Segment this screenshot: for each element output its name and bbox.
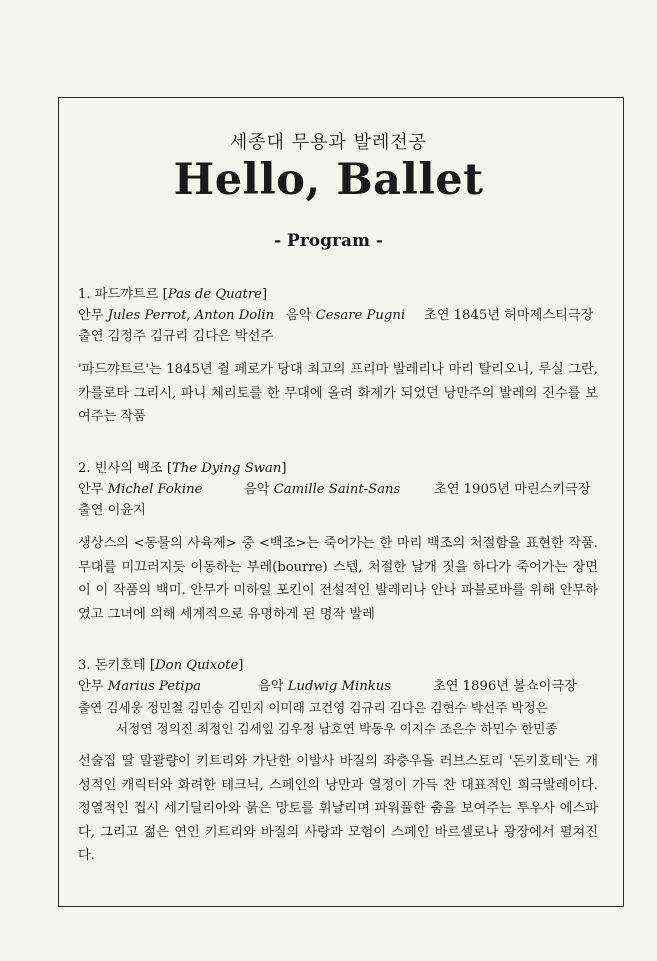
cast-text: 출연 이윤지	[78, 503, 146, 518]
heading-suffix: ]	[261, 287, 268, 302]
program-item-2	[78, 458, 598, 626]
choreographer: Jules Perrot, Anton Dolin	[107, 308, 275, 323]
composer: Ludwig Minkus	[287, 679, 391, 694]
credits-row	[78, 676, 598, 697]
heading-title: The Dying Swan	[172, 461, 282, 476]
choreographer: Marius Petipa	[107, 679, 201, 694]
heading-prefix: 3. 돈키호테 [	[78, 658, 156, 673]
composer: Camille Saint-Sans	[273, 482, 401, 497]
cast-text: 출연 김세웅 정민철 김민송 김민지 이미래 고건영 김규리 김다은 김현수 박선주 박정은	[78, 700, 548, 715]
premiere: 초연 1905년 마린스키극장	[434, 482, 591, 497]
program-item-3	[78, 655, 598, 868]
cast	[78, 500, 598, 521]
heading-prefix: 2. 빈사의 백조 [	[78, 461, 172, 476]
program-item-1	[78, 284, 598, 429]
description: '파드꺄트르'는 1845년 쥘 페로가 당대 최고의 프리마 발레리나 마리 탈리오니, 루실 그란, 카를로타 그리시, 파니 체리토를 한 무대에 올려 화제가 되었던 낭만주의 발레의 진수를 보여주는 작품	[78, 362, 598, 424]
department-subtitle: 세종대 무용과 발레전공	[229, 132, 428, 153]
cast	[78, 326, 598, 347]
description: 생상스의 <동물의 사육제> 중 <백조>는 죽어가는 한 마리 백조의 처절함을 표현한 작품. 무대를 미끄러지듯 이동하는 부레(bourre) 스텝, 처절한 날개 짓을 하다가 죽어가는 장면이 이 작품의 백미. 안무가 미하일 포킨이 전설적인 발레리나 안나 파블로바를 위해 안무하였고 그녀에 의해 세계적으로 유명하게 된 명작 발레	[78, 536, 598, 622]
heading-prefix: 1. 파드꺄트르 [	[78, 287, 168, 302]
choreo-label: 안무	[78, 482, 104, 497]
choreographer: Michel Fokine	[107, 482, 203, 497]
program-heading: - Program -	[274, 231, 383, 251]
credits-row	[78, 305, 598, 326]
description: 선술집 딸 말괄량이 키트리와 가난한 이발사 바질의 좌충우돌 러브스토리 '돈키호테'는 개성적인 캐릭터와 화려한 테크닉, 스페인의 낭만과 열정이 가득 찬 대표적인 희극발레이다. 정열적인 집시 세기딜리아와 붉은 망토를 휘날리며 파워풀한 춤을 보여주는 투우사 에스파다, 그리고 젊은 연인 키트리와 바질의 사랑과 모험이 스페인 바르셀로나 광장에서 펼쳐진다.	[78, 754, 598, 863]
page-title: Hello, Ballet	[173, 155, 484, 205]
cast-continued	[78, 718, 598, 739]
composer: Cesare Pugni	[315, 308, 406, 323]
item-heading	[78, 655, 598, 676]
cast-text: 출연 김정주 김규리 김다은 박선주	[78, 329, 274, 344]
heading-suffix: ]	[238, 658, 244, 673]
item-heading	[78, 458, 598, 479]
credits-row	[78, 479, 598, 500]
choreo-label: 안무	[78, 308, 104, 323]
item-heading	[78, 284, 598, 305]
heading-suffix: ]	[281, 461, 287, 476]
music-label: 음악	[286, 308, 312, 323]
music-label: 음악	[244, 482, 270, 497]
cast	[78, 697, 598, 718]
choreo-label: 안무	[78, 679, 104, 694]
premiere: 초연 1845년 허마제스티극장	[424, 308, 594, 323]
heading-title: Pas de Quatre	[167, 287, 262, 302]
music-label: 음악	[258, 679, 284, 694]
cast-text-2: 서정연 정의진 최정인 김세잎 김우정 남호연 박동우 이지수 조은수 하민수 한민종	[116, 721, 558, 736]
premiere: 초연 1896년 볼쇼이극장	[433, 679, 577, 694]
heading-title: Don Quixote	[155, 658, 239, 673]
